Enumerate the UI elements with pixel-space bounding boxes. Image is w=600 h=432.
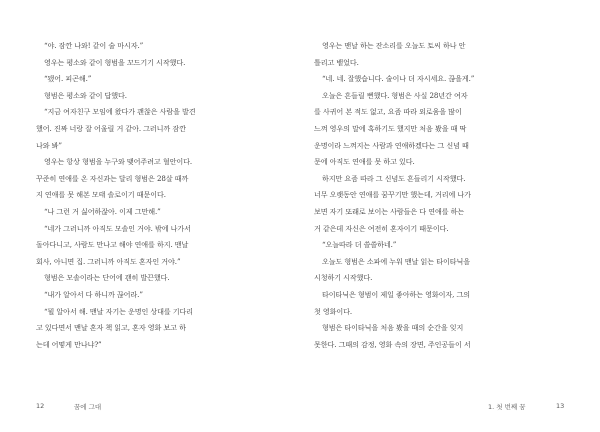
paragraph: 타이타닉은 형범이 제일 좋아하는 영화이자, 그의 첫 영화이다.	[314, 289, 470, 316]
paragraph: “뭘 알아서 해. 맨날 자기는 운명인 상대를 기다리 고 있다면서 맨날 혼자 책 읽고, 혼자 영화 보고 하 는데 어떻게 만나냐?”	[36, 306, 194, 349]
paragraph: 영우는 항상 형범을 누구와 맺어주려고 혈안이다. 꾸준히 연애를 온 자신과는 달리 형범은 28살 때까 지 연애를 못 해본 모태 솔로이기 때문이다.	[36, 157, 192, 200]
paragraph: “됐어. 피곤해.”	[44, 74, 92, 84]
paragraph: 하지만 요즘 따라 그 신념도 흔들리기 시작했다. 너무 오랫동안 연애를 꿈꾸기만 했는데, 거리에 나가 보면 자기 또래로 보이는 사람들은 다 연애를 하는 거 같은데 자신은 여전히 혼자이기 때문이다.	[314, 173, 471, 233]
paragraph: 영우는 평소와 같이 형범을 꼬드기기 시작했다.	[44, 57, 186, 67]
paragraph: 오늘은 흔들릴 뻔했다. 형범은 사실 28년간 여자 를 사귀어 본 적도 없고, 요즘 따라 외로움을 많이 느껴 영우의 말에 혹하기도 했지만 처음 봤을 때 딱 운명이라 느껴지는 사람과 연애하겠다는 그 신념 때 문에 아직도 연애를 못 하고 있다.	[314, 90, 469, 167]
paragraph: “내가 알아서 다 하니까 끊어라.”	[44, 289, 143, 299]
paragraph: “나 그런 거 싫어하잖아. 이제 그만해.”	[44, 206, 161, 216]
running-title-right: 1. 첫 번째 꿈	[488, 403, 526, 411]
paragraph: 형범은 평소와 같이 답했다.	[44, 90, 127, 100]
page-number-right: 13	[556, 402, 565, 410]
right-page	[314, 38, 572, 353]
paragraph: 형범은 타이타닉을 처음 봤을 때의 순간을 잊지 못한다. 그때의 감정, 영화 속의 장면, 주인공들이 서	[314, 323, 471, 349]
paragraph: 오늘도 형범은 소파에 누워 맨날 읽는 타이타닉을 시청하기 시작했다.	[314, 256, 470, 283]
paragraph: “네가 그러니까 아직도 모솔인 거야. 밖에 나가서 돌아다니고, 사람도 만나고 해야 연애를 하지. 맨날 회사, 아니면 집. 그러니까 아직도 혼자인 거야.”	[36, 223, 191, 266]
paragraph: 형범은 모솔이라는 단어에 괜히 발끈했다.	[44, 273, 170, 283]
paragraph: “네. 네. 잘했습니다. 술이나 더 자시세요. 끊을게.”	[322, 74, 475, 84]
paragraph: “야. 잠깐 나와! 같이 술 마시자.”	[44, 41, 144, 50]
page-number-left: 12	[36, 402, 45, 410]
paragraph: “오늘따라 더 쓸쓸하네.”	[322, 240, 397, 250]
paragraph: 영우는 맨날 하는 잔소리를 오늘도 토씨 하나 안 틀리고 뱉었다.	[314, 41, 466, 67]
left-page	[36, 38, 294, 353]
paragraph: “지금 여자친구 모임에 왔다가 괜찮은 사람을 발견 했어. 진짜 너랑 잘 어울릴 거 같아. 그러니까 잠깐 나와 봐”	[36, 107, 196, 150]
running-title-left: 꿈에 그대	[74, 403, 102, 411]
